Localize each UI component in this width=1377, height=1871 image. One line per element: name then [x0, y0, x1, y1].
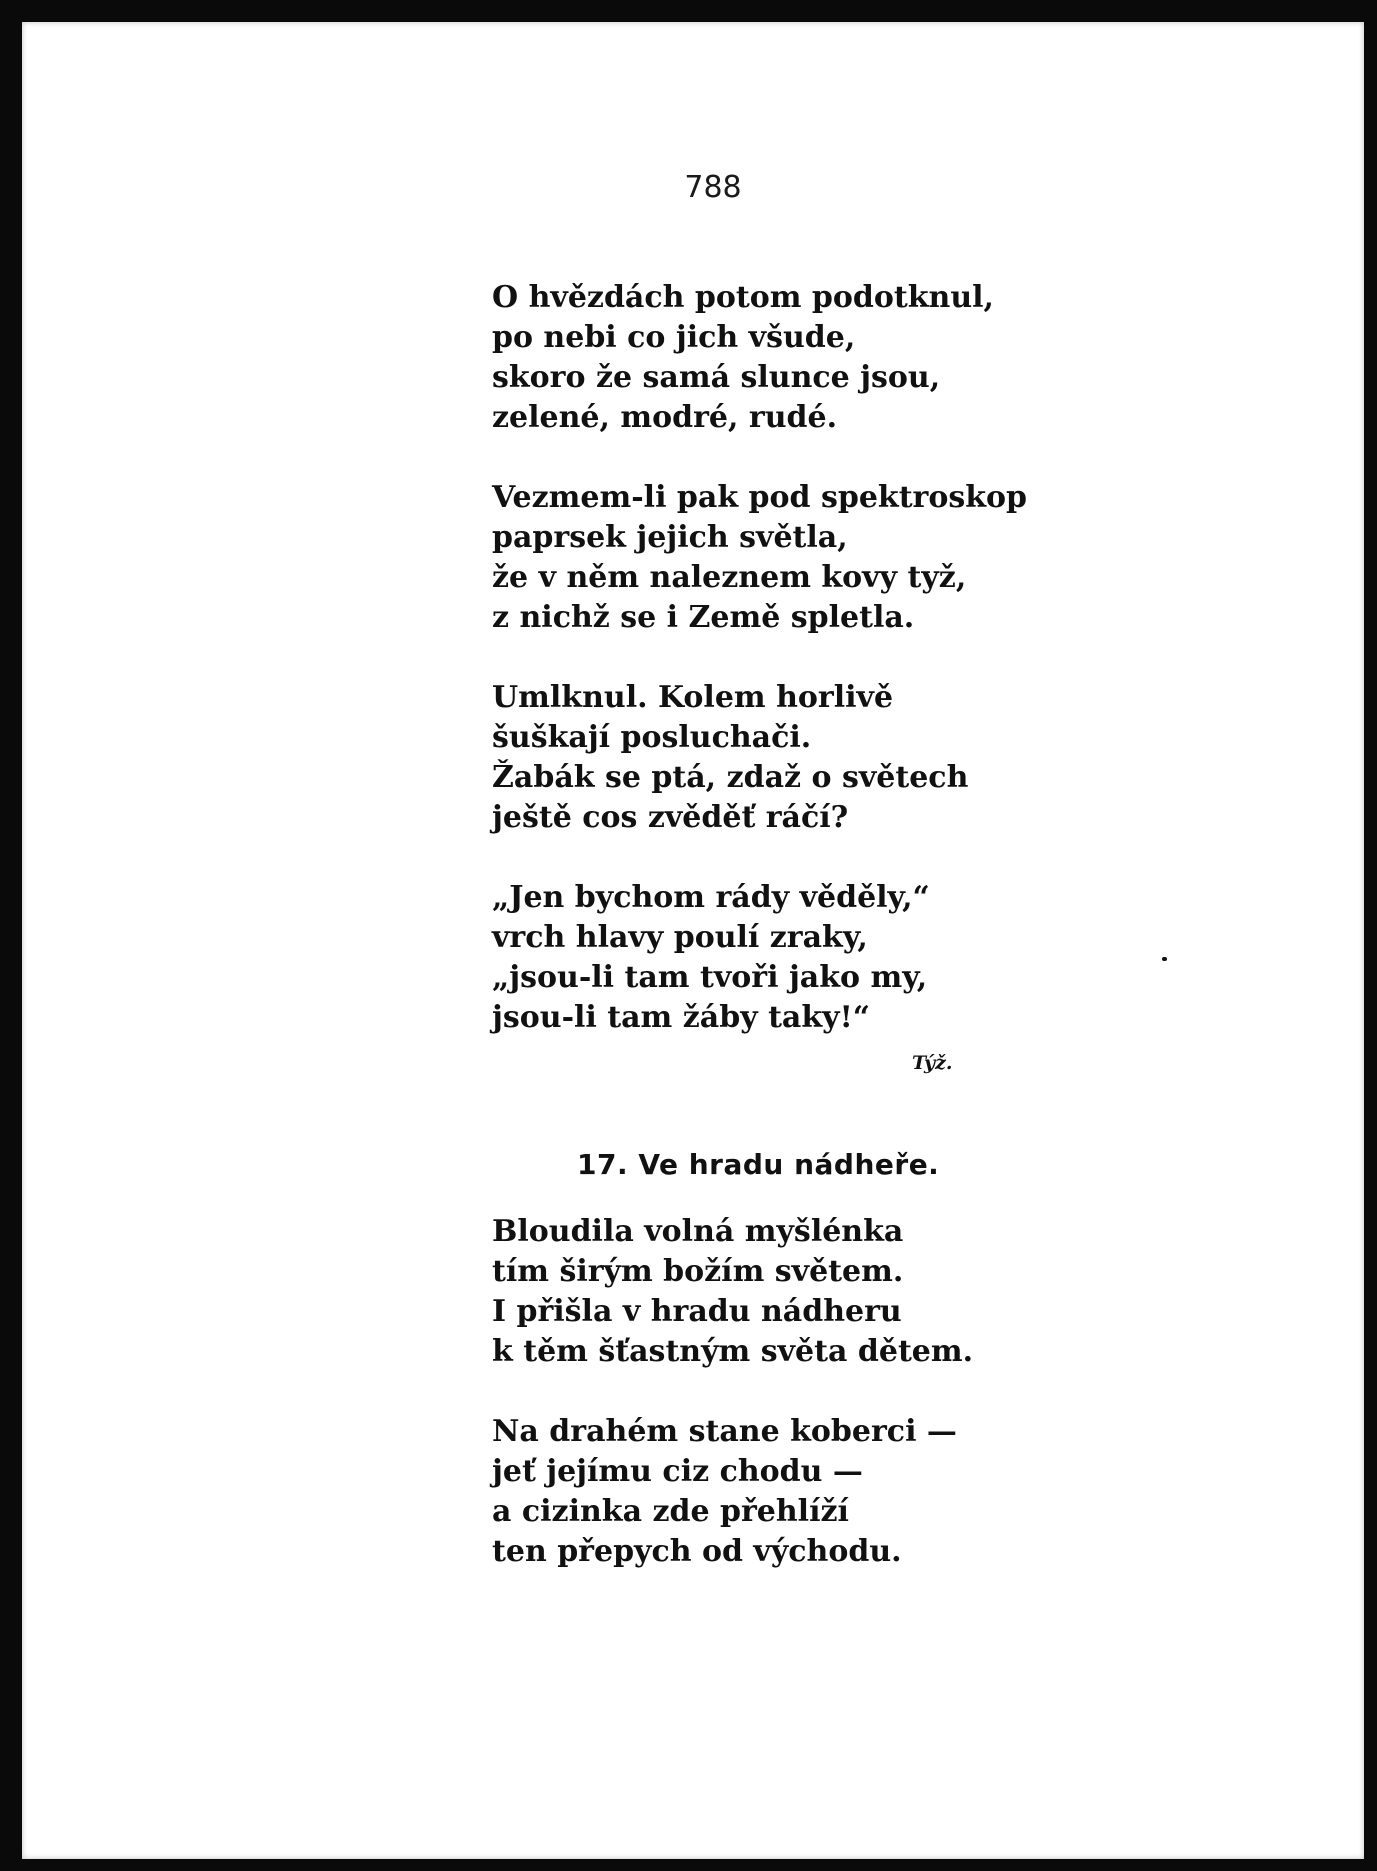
print-speck	[1162, 957, 1167, 961]
verse-line: z nichž se i Země spletla.	[492, 600, 915, 635]
verse-line: jsou-li tam žáby taky!“	[492, 1000, 871, 1035]
verse-line: Vezmem-li pak pod spektroskop	[492, 480, 1028, 515]
verse-line: vrch hlavy poulí zraky,	[492, 920, 868, 955]
stanza-3	[492, 678, 968, 838]
book-page	[22, 22, 1364, 1859]
verse-line: Na drahém stane koberci —	[492, 1414, 957, 1449]
verse-line: O hvězdách potom podotknul,	[492, 280, 995, 315]
stanza-5	[492, 1212, 973, 1372]
verse-line: šuškají posluchači.	[492, 720, 812, 755]
page-number: 788	[684, 170, 742, 205]
verse-line: po nebi co jich všude,	[492, 320, 856, 355]
verse-line: ještě cos zvěděť ráčí?	[492, 800, 849, 835]
verse-line: „jsou-li tam tvoři jako my,	[492, 960, 928, 995]
verse-line: že v něm naleznem kovy tyž,	[492, 560, 967, 595]
verse-line: Bloudila volná myšlénka	[492, 1214, 904, 1249]
verse-line: Umlknul. Kolem horlivě	[492, 680, 894, 715]
verse-line: k těm šťastným světa dětem.	[492, 1334, 974, 1369]
verse-line: ten přepych od východu.	[492, 1534, 902, 1569]
verse-line: Žabák se ptá, zdaž o světech	[492, 760, 969, 795]
verse-line: skoro že samá slunce jsou,	[492, 360, 941, 395]
section-heading: 17. Ve hradu nádheře.	[577, 1148, 940, 1181]
stanza-1	[492, 278, 994, 438]
verse-line: a cizinka zde přehlíží	[492, 1494, 849, 1529]
stanza-2	[492, 478, 1027, 638]
verse-line: paprsek jejich světla,	[492, 520, 848, 555]
verse-line: I přišla v hradu nádheru	[492, 1294, 902, 1329]
verse-line: „Jen bychom rády věděly,“	[492, 880, 930, 915]
verse-line: tím širým božím světem.	[492, 1254, 904, 1289]
verse-line: zelené, modré, rudé.	[492, 400, 838, 435]
poem-signature: Týž.	[912, 1052, 953, 1074]
stanza-4	[492, 878, 930, 1038]
verse-line: jeť jejímu ciz chodu —	[492, 1454, 863, 1489]
stanza-6	[492, 1412, 957, 1572]
